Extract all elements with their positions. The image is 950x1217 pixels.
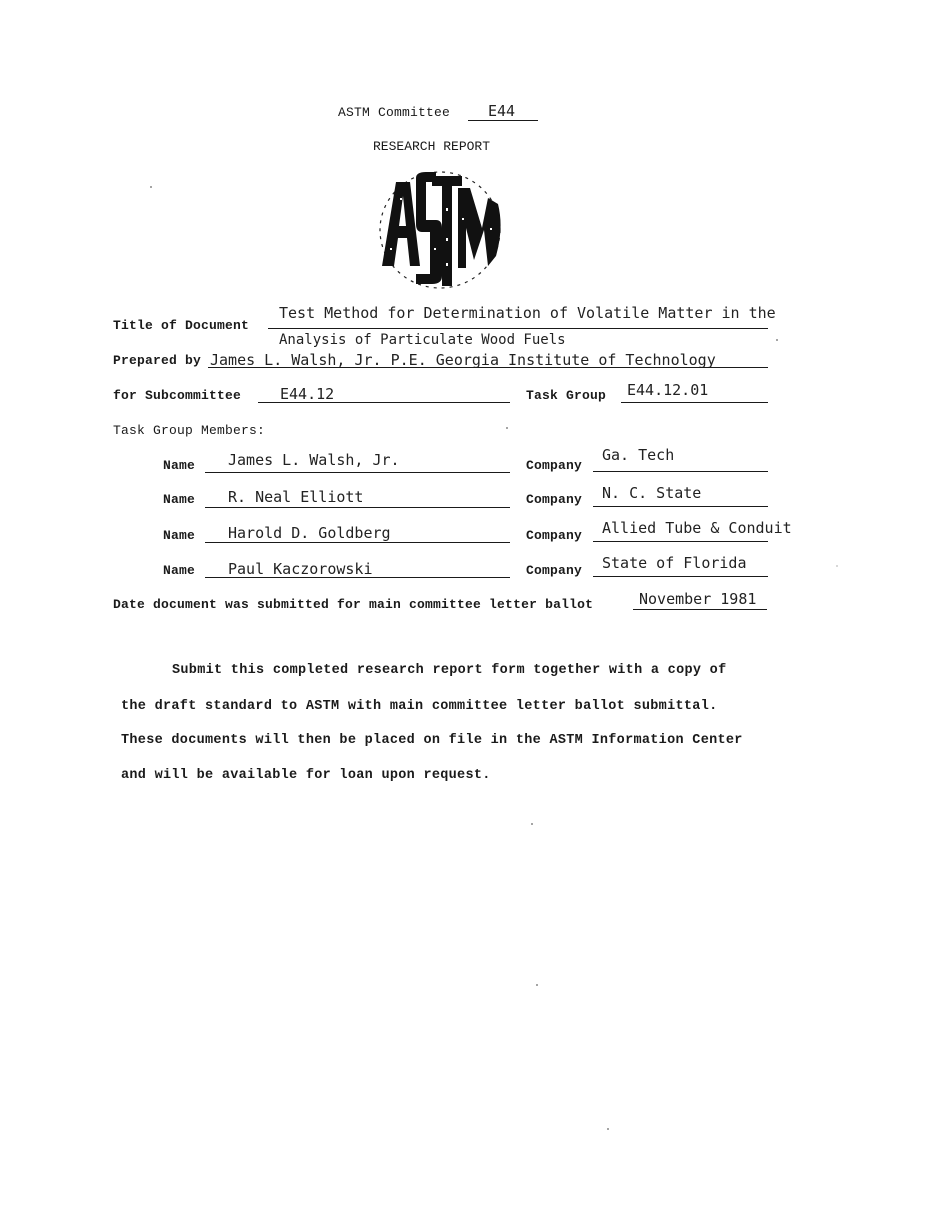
member-company-underline [593,506,768,507]
scan-speck [506,427,508,429]
member-name-label: Name [163,458,196,473]
subcommittee-underline [258,402,510,403]
committee-value: E44 [488,102,516,120]
scan-speck [536,984,538,986]
member-name: Harold D. Goldberg [228,524,391,542]
member-company: State of Florida [602,554,747,572]
instructions-line: Submit this completed research report form together with a copy of [172,663,727,678]
member-name-underline [205,577,510,578]
member-name-underline [205,542,510,543]
member-company-label: Company [526,563,583,578]
task-group-label: Task Group [526,388,607,403]
member-company-label: Company [526,492,583,507]
task-group-underline [621,402,768,403]
member-company-underline [593,541,768,542]
member-name: Paul Kaczorowski [228,560,373,578]
subcommittee-value: E44.12 [280,385,335,403]
committee-label: ASTM Committee [338,105,451,120]
member-name: James L. Walsh, Jr. [228,451,400,469]
scan-speck [836,565,838,567]
astm-logo-graphic [370,168,510,292]
member-name: R. Neal Elliott [228,488,364,506]
prepared-underline [208,367,768,368]
report-title: RESEARCH REPORT [373,139,491,154]
member-name-label: Name [163,563,196,578]
member-name-label: Name [163,492,196,507]
task-group-value: E44.12.01 [627,381,709,399]
instructions-line: These documents will then be placed on file in the ASTM Information Center [121,733,743,748]
member-company: Ga. Tech [602,446,675,464]
instructions-line: and will be available for loan upon request. [121,768,491,783]
prepared-label: Prepared by [113,353,202,368]
scan-speck [531,823,533,825]
member-company: Allied Tube & Conduit [602,519,792,537]
committee-underline [468,120,538,121]
member-name-label: Name [163,528,196,543]
date-value: November 1981 [639,590,757,608]
title-label: Title of Document [113,318,250,333]
member-company-underline [593,576,768,577]
scan-speck [150,186,152,188]
date-underline [633,609,767,610]
member-name-underline [205,472,510,473]
scan-speck [776,339,778,341]
title-line-2: Analysis of Particulate Wood Fuels [279,332,566,348]
member-company-label: Company [526,528,583,543]
member-company-label: Company [526,458,583,473]
astm-logo [370,168,510,292]
members-label: Task Group Members: [113,423,266,438]
member-company: N. C. State [602,484,702,502]
title-line-1: Test Method for Determination of Volatile Matter in the [279,304,776,322]
subcommittee-label: for Subcommittee [113,388,242,403]
member-name-underline [205,507,510,508]
prepared-value: James L. Walsh, Jr. P.E. Georgia Institute of Technology [210,351,716,369]
member-company-underline [593,471,768,472]
date-label: Date document was submitted for main committee letter ballot [113,597,594,612]
scan-speck [607,1128,609,1130]
instructions-line: the draft standard to ASTM with main committee letter ballot submittal. [121,699,718,714]
title-underline [268,328,768,329]
